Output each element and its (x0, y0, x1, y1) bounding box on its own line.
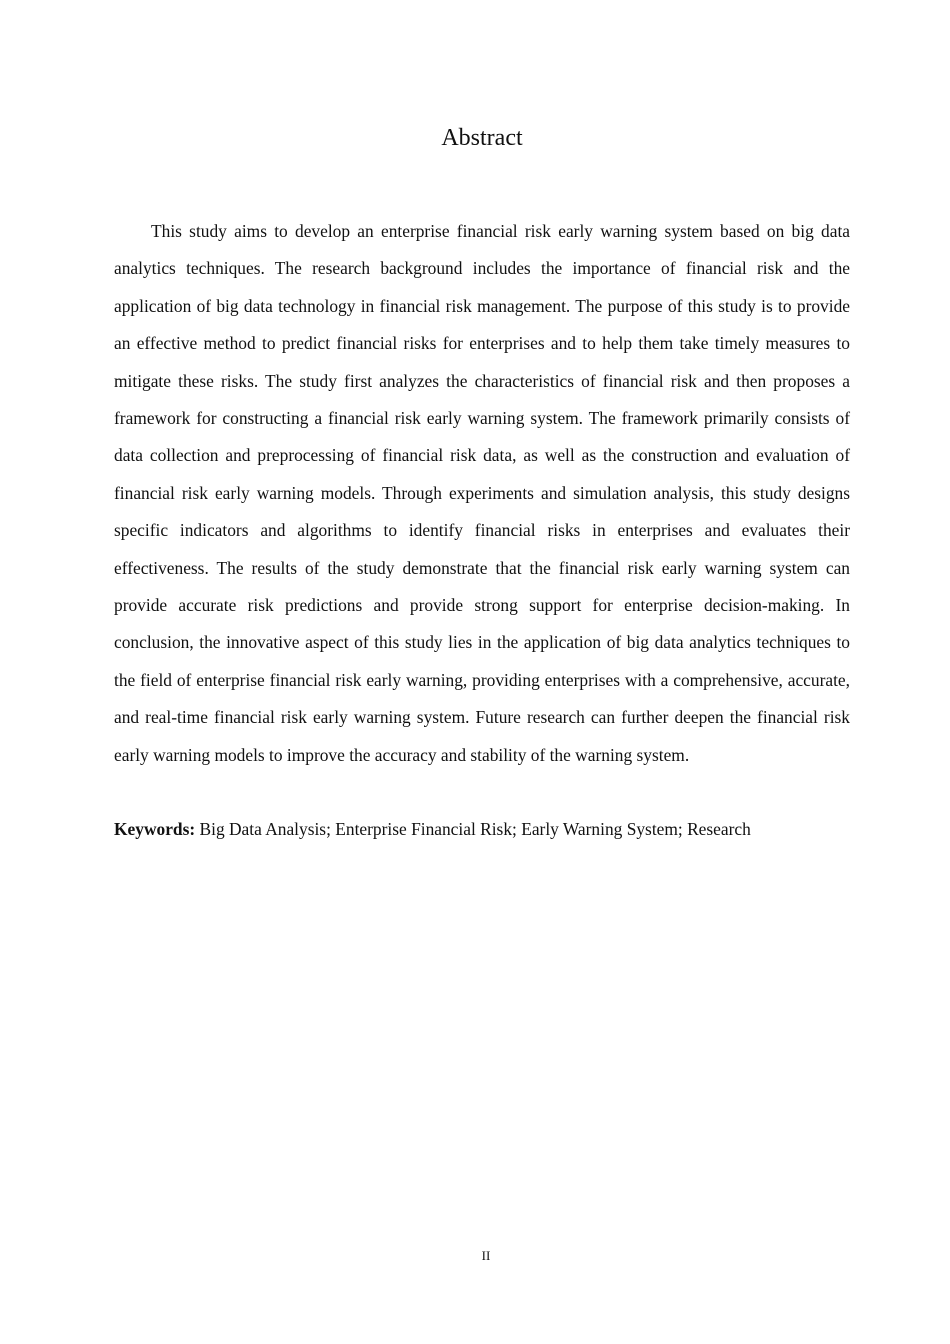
keywords-label: Keywords: (114, 819, 196, 839)
abstract-paragraph: This study aims to develop an enterprise financial risk early warning system based on big data analytics techniques. The research background includes the importance of financial risk and the application of big data technology in financial risk management. The purpose of this study is to provide an effective method to predict financial risks for enterprises and to help them take timely measures to mitigate these risks. The study first analyzes the characteristics of financial risk and then proposes a framework for constructing a financial risk early warning system. The framework primarily consists of data collection and preprocessing of financial risk data, as well as the construction and evaluation of financial risk early warning models. Through experiments and simulation analysis, this study designs specific indicators and algorithms to identify financial risks in enterprises and evaluates their effectiveness. The results of the study demonstrate that the financial risk early warning system can provide accurate risk predictions and provide strong support for enterprise decision-making. In conclusion, the innovative aspect of this study lies in the application of big data analytics techniques to the field of enterprise financial risk early warning, providing enterprises with a comprehensive, accurate, and real-time financial risk early warning system. Future research can further deepen the financial risk early warning models to improve the accuracy and stability of the warning system. (114, 221, 850, 765)
keywords-line (114, 811, 874, 848)
keywords-text: Big Data Analysis; Enterprise Financial Risk; Early Warning System; Research (199, 819, 751, 839)
page-number: II (481, 1248, 491, 1263)
page-title: Abstract (441, 125, 523, 151)
